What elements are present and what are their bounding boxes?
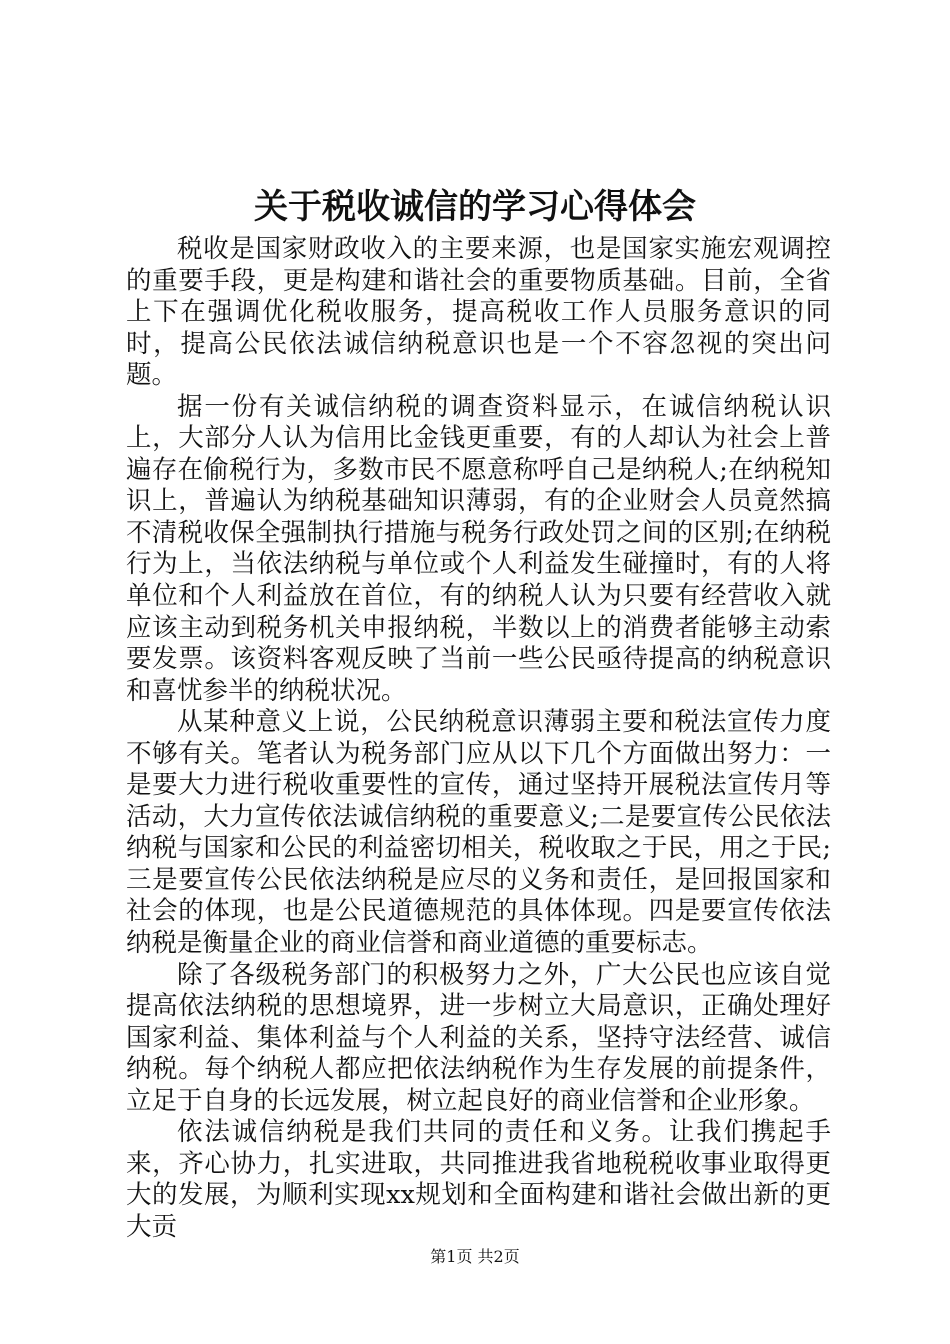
paragraph-2: 据一份有关诚信纳税的调查资料显示，在诚信纳税认识上，大部分人认为信用比金钱更重要，有的人却认为社会上普遍存在偷税行为，多数市民不愿意称呼自己是纳税人;在纳税知识上，普遍认为纳税基础知识薄弱，有的企业财会人员竟然搞不清税收保全强制执行措施与税务行政处罚之间的区别;在纳税行为上，当依法纳税与单位或个人利益发生碰撞时，有的人将单位和个人利益放在首位，有的纳税人认为只要有经营收入就应该主动到税务机关申报纳税，半数以上的消费者能够主动索要发票。该资料客观反映了当前一些公民亟待提高的纳税意识和喜忧参半的纳税状况。 [126, 391, 831, 706]
paragraph-5: 依法诚信纳税是我们共同的责任和义务。让我们携起手来，齐心协力，扎实进取，共同推进我省地税税收事业取得更大的发展，为顺利实现xx规划和全面构建和谐社会做出新的更大贡 [126, 1117, 831, 1242]
paragraph-1: 税收是国家财政收入的主要来源，也是国家实施宏观调控的重要手段，更是构建和谐社会的重要物质基础。目前，全省上下在强调优化税收服务，提高税收工作人员服务意识的同时，提高公民依法诚信纳税意识也是一个不容忽视的突出问题。 [126, 234, 831, 391]
page-footer: 第1页 共2页 [430, 1247, 520, 1266]
paragraph-3: 从某种意义上说，公民纳税意识薄弱主要和税法宣传力度不够有关。笔者认为税务部门应从以下几个方面做出努力：一是要大力进行税收重要性的宣传，通过坚持开展税法宣传月等活动，大力宣传依法诚信纳税的重要意义;二是要宣传公民依法纳税与国家和公民的利益密切相关，税收取之于民，用之于民;三是要宣传公民依法纳税是应尽的义务和责任，是回报国家和社会的体现，也是公民道德规范的具体体现。四是要宣传依法纳税是衡量企业的商业信誉和商业道德的重要标志。 [126, 707, 831, 959]
document-body [126, 234, 831, 1244]
paragraph-4: 除了各级税务部门的积极努力之外，广大公民也应该自觉提高依法纳税的思想境界，进一步树立大局意识，正确处理好国家利益、集体利益与个人利益的关系，坚持守法经营、诚信纳税。每个纳税人都应把依法纳税作为生存发展的前提条件，立足于自身的长远发展，树立起良好的商业信誉和企业形象。 [126, 959, 831, 1116]
document-title: 关于税收诚信的学习心得体会 [254, 187, 696, 227]
